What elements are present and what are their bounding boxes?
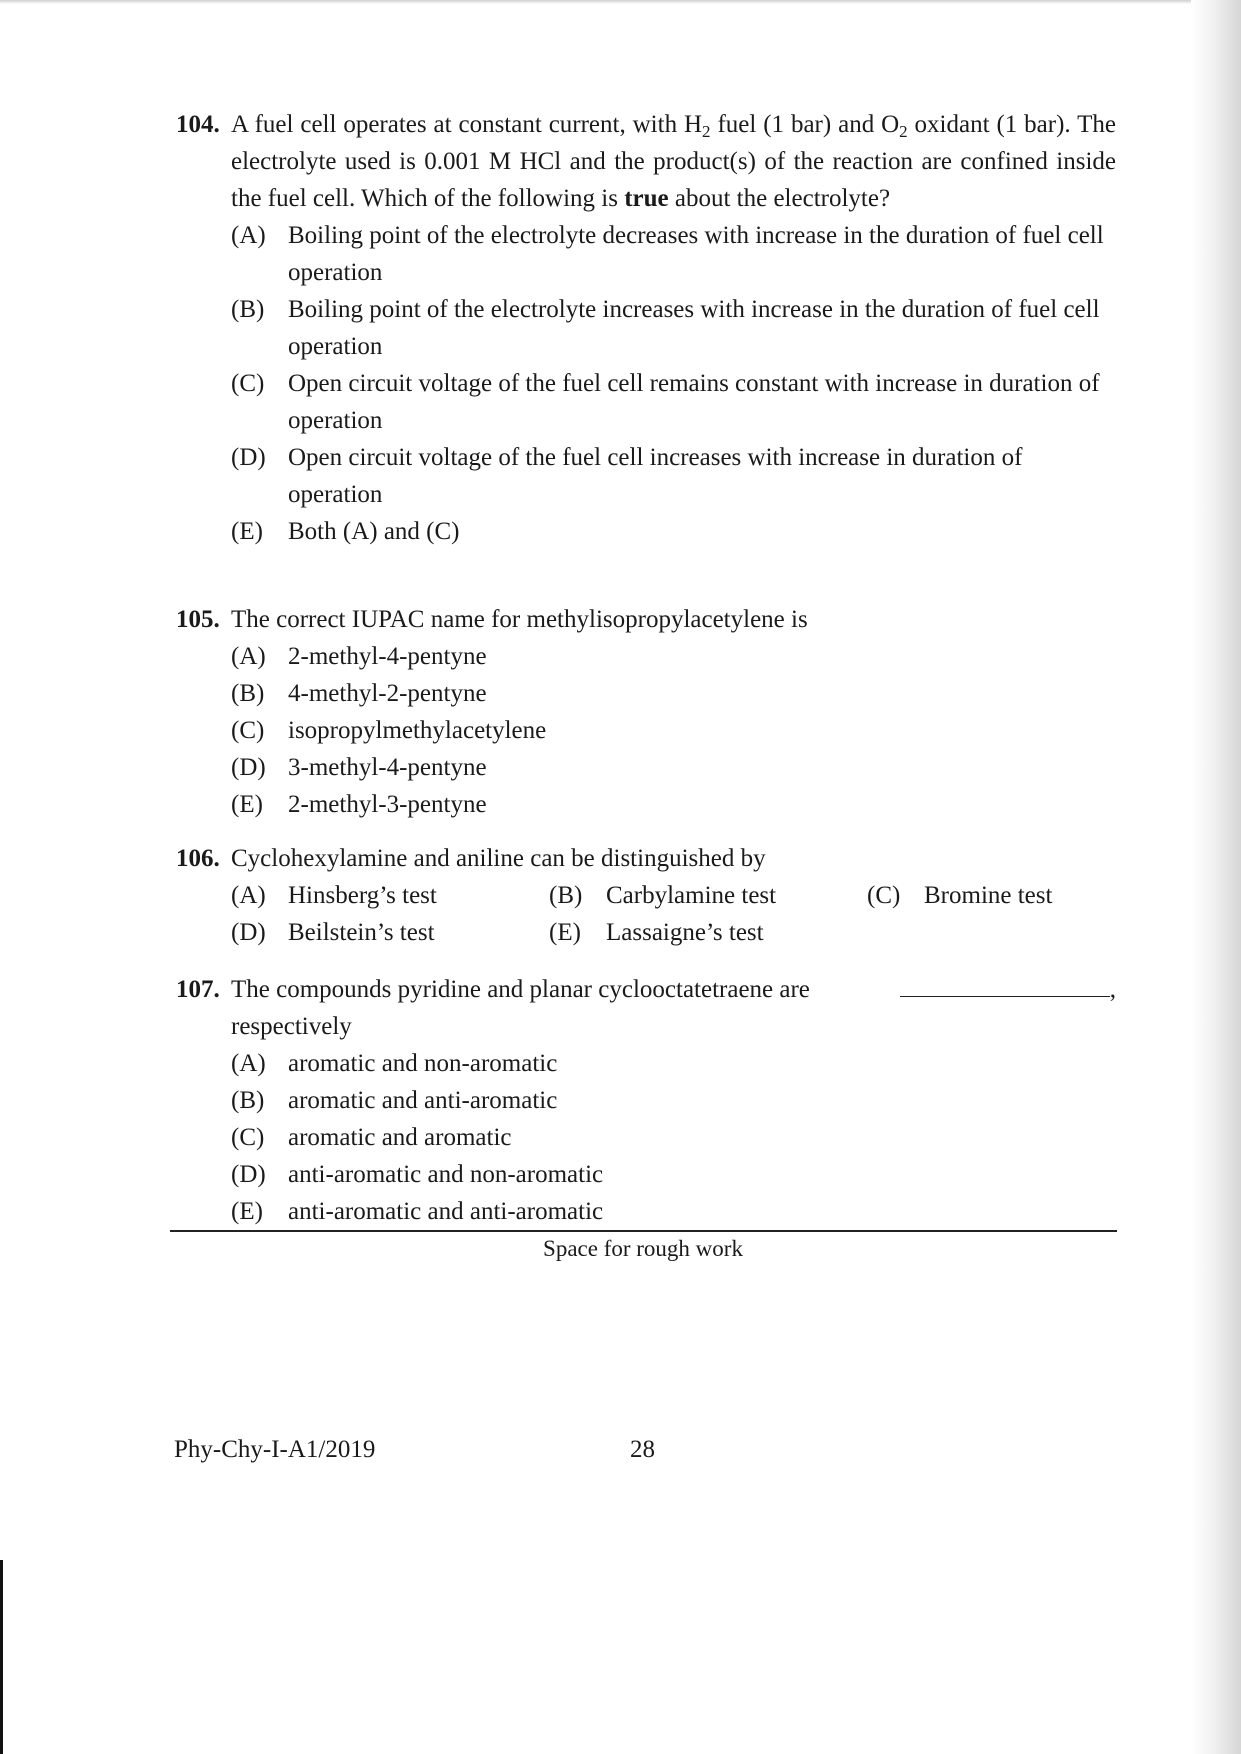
question-104 [176,106,1116,550]
option-c: (C) aromatic and aromatic [231,1124,512,1151]
question-105 [176,601,1116,823]
scan-left-edge [0,1560,3,1754]
option-grid [231,877,1116,951]
option-e: (E) Both (A) and (C) [231,518,460,545]
option-a: (A) 2-methyl-4-pentyne [231,643,487,670]
option-list [231,638,1116,823]
rough-work-caption: Space for rough work [543,1236,743,1261]
option-e: (E) 2-methyl-3-pentyne [231,791,487,818]
question-stem: 105. The correct IUPAC name for methylisopropylacetylene is [176,601,1116,638]
option-c: (C) Bromine test [867,882,1053,909]
option-c: (C) isopropylmethylacetylene [231,717,547,744]
question-107 [176,971,1116,1230]
option-e: (E) Lassaigne’s test [549,919,764,946]
option-d: (D) 3-methyl-4-pentyne [231,754,487,781]
option-e: (E) anti-aromatic and anti-aromatic [231,1198,604,1225]
question-number: 105. [176,606,220,633]
scan-right-edge [1191,0,1241,1754]
question-number: 104. [176,111,220,138]
option-a: (A) aromatic and non-aromatic [231,1050,558,1077]
page-number: 28 [630,1436,655,1463]
scan-top-edge [0,0,1241,4]
option-a: (A) Boiling point of the electrolyte decreases with increase in the duration of fuel cell operation [231,222,1104,286]
option-a: (A) Hinsberg’s test [231,882,437,909]
question-number: 106. [176,845,220,872]
option-list [231,217,1116,550]
option-b: (B) aromatic and anti-aromatic [231,1087,558,1114]
answer-blank [900,974,1110,997]
section-divider [170,1230,1117,1232]
option-b: (B) Carbylamine test [549,882,777,909]
option-d: (D) Open circuit voltage of the fuel cell increases with increase in duration of operation [231,444,1023,508]
question-number: 107. [176,976,220,1003]
question-stem: 106. Cyclohexylamine and aniline can be distinguished by [176,840,1116,877]
option-d: (D) anti-aromatic and non-aromatic [231,1161,604,1188]
paper-code: Phy-Chy-I-A1/2019 [174,1436,376,1463]
question-106 [176,840,1116,951]
option-d: (D) Beilstein’s test [231,919,435,946]
question-stem: 107. The compounds pyridine and planar cyclooctatetraene are , respectively [176,971,1116,1045]
option-list [231,1045,1116,1230]
option-c: (C) Open circuit voltage of the fuel cell remains constant with increase in duration of operation [231,370,1100,434]
option-b: (B) Boiling point of the electrolyte increases with increase in the duration of fuel cell operation [231,296,1100,360]
option-b: (B) 4-methyl-2-pentyne [231,680,487,707]
question-stem: 104. A fuel cell operates at constant current, with $H_2$ fuel (1 bar) and $O_2$ oxidant (1 bar). The electrolyte used is 0.001 M HCl and the product(s) of the reaction are confined inside the fuel cell. Which of the following is true about the electrolyte? [176,106,1116,217]
